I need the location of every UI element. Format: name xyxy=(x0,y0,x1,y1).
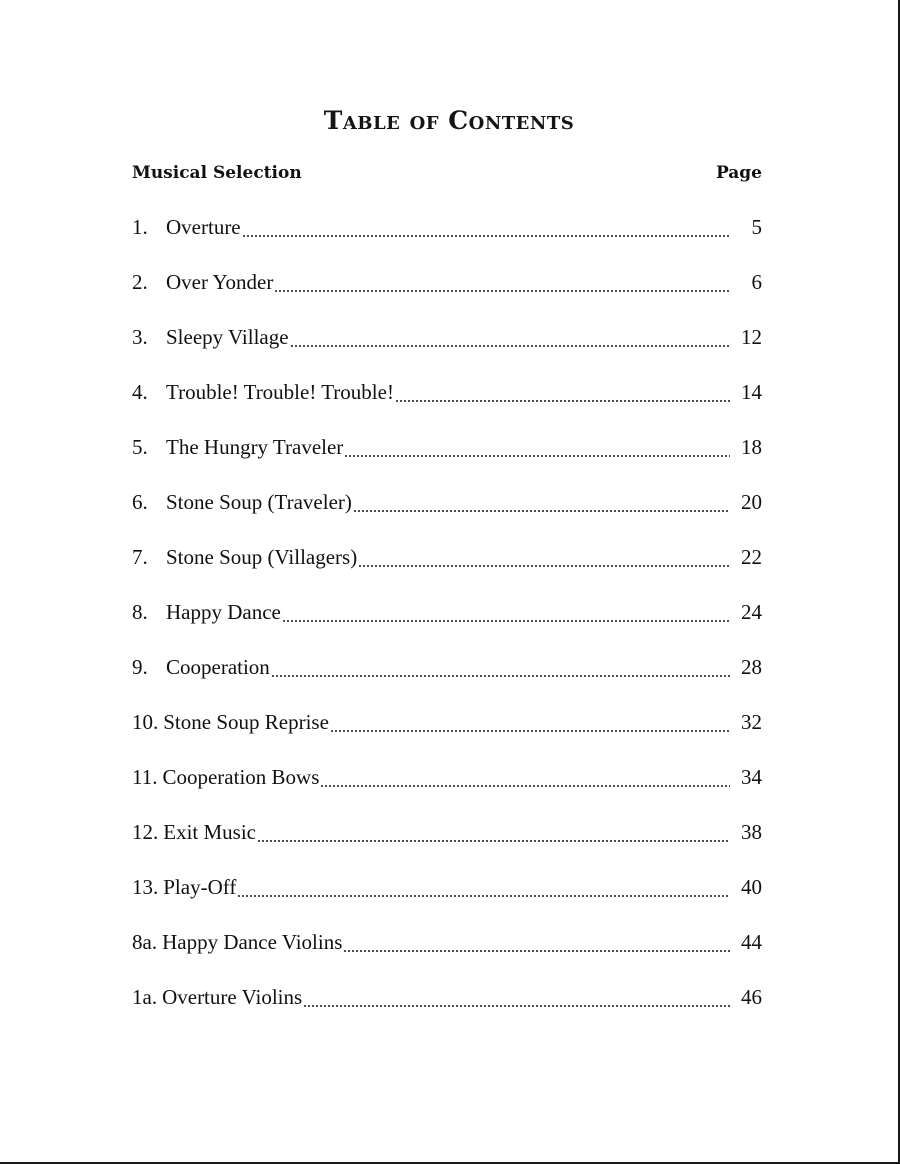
toc-entry-title: Exit Music xyxy=(163,820,256,844)
dot-leader xyxy=(343,927,730,957)
toc-entry xyxy=(132,377,762,432)
toc-entry-page: 5 xyxy=(751,215,762,239)
toc-entry-title: Over Yonder xyxy=(166,270,274,294)
toc-entry xyxy=(132,817,762,872)
toc-entry-number: 10. xyxy=(132,710,159,734)
toc-entry-title: Happy Dance xyxy=(166,600,281,624)
toc-entry-page: 38 xyxy=(741,820,762,844)
toc-entry-page: 44 xyxy=(741,930,762,954)
toc-entry-page: 32 xyxy=(741,710,762,734)
toc-entry-page: 20 xyxy=(741,490,762,514)
dot-leader xyxy=(257,817,730,847)
toc-entry-title: The Hungry Traveler xyxy=(166,435,344,459)
toc-entry-number: 8. xyxy=(132,600,148,624)
toc-entry-title: Sleepy Village xyxy=(166,325,289,349)
toc-entry-page: 24 xyxy=(741,600,762,624)
toc-entry-title: Stone Soup Reprise xyxy=(163,710,329,734)
toc-entry-title: Trouble! Trouble! Trouble! xyxy=(166,380,394,404)
toc-entry-number: 7. xyxy=(132,545,148,569)
toc-entry xyxy=(132,212,762,267)
dot-leader xyxy=(320,762,730,792)
dot-leader xyxy=(395,377,730,407)
toc-entry-page: 46 xyxy=(741,985,762,1009)
dot-leader xyxy=(303,982,730,1012)
toc-entry-title: Play-Off xyxy=(163,875,237,899)
dot-leader xyxy=(344,432,730,462)
toc-entry-page: 28 xyxy=(741,655,762,679)
dot-leader xyxy=(237,872,730,902)
dot-leader xyxy=(282,597,730,627)
toc-entry xyxy=(132,597,762,652)
toc-entry xyxy=(132,707,762,762)
toc-entry xyxy=(132,762,762,817)
toc-entry-title: Cooperation Bows xyxy=(162,765,320,789)
toc-entry-page: 14 xyxy=(741,380,762,404)
header-page: Page xyxy=(715,163,762,183)
toc-entry-title: Happy Dance Violins xyxy=(162,930,343,954)
dot-leader xyxy=(358,542,730,572)
dot-leader xyxy=(353,487,730,517)
toc-entry-number: 5. xyxy=(132,435,148,459)
toc-entry-page: 40 xyxy=(741,875,762,899)
toc-entry xyxy=(132,872,762,927)
toc-entry xyxy=(132,982,762,1037)
header-musical-selection: Musical Selection xyxy=(132,163,302,183)
toc-entry xyxy=(132,267,762,322)
toc-entry-number: 2. xyxy=(132,270,148,294)
toc-entry-number: 11. xyxy=(132,765,158,789)
toc-entry-number: 8a. xyxy=(132,930,158,954)
toc-entry-page: 18 xyxy=(741,435,762,459)
toc-entry xyxy=(132,322,762,377)
toc-entry xyxy=(132,432,762,487)
toc-entry-number: 6. xyxy=(132,490,148,514)
dot-leader xyxy=(242,212,730,242)
toc-entry-number: 4. xyxy=(132,380,148,404)
page-title: Table of Contents xyxy=(323,106,575,135)
toc-entry xyxy=(132,652,762,707)
toc-entry-number: 9. xyxy=(132,655,148,679)
toc-entry-title: Overture Violins xyxy=(162,985,303,1009)
toc-list xyxy=(132,212,762,1037)
dot-leader xyxy=(330,707,730,737)
toc-entry-page: 6 xyxy=(751,270,762,294)
toc-entry-page: 12 xyxy=(741,325,762,349)
dot-leader xyxy=(290,322,730,352)
toc-entry-title: Overture xyxy=(166,215,241,239)
toc-entry xyxy=(132,487,762,542)
toc-entry-page: 22 xyxy=(741,545,762,569)
toc-entry-title: Cooperation xyxy=(166,655,270,679)
toc-entry-number: 13. xyxy=(132,875,159,899)
toc-entry-title: Stone Soup (Villagers) xyxy=(166,545,358,569)
toc-entry-number: 3. xyxy=(132,325,148,349)
toc-entry xyxy=(132,927,762,982)
dot-leader xyxy=(271,652,730,682)
toc-entry-number: 12. xyxy=(132,820,159,844)
toc-entry-number: 1a. xyxy=(132,985,158,1009)
toc-entry-number: 1. xyxy=(132,215,148,239)
toc-entry-title: Stone Soup (Traveler) xyxy=(166,490,352,514)
toc-entry xyxy=(132,542,762,597)
toc-entry-page: 34 xyxy=(741,765,762,789)
dot-leader xyxy=(274,267,730,297)
toc-header xyxy=(132,163,762,187)
